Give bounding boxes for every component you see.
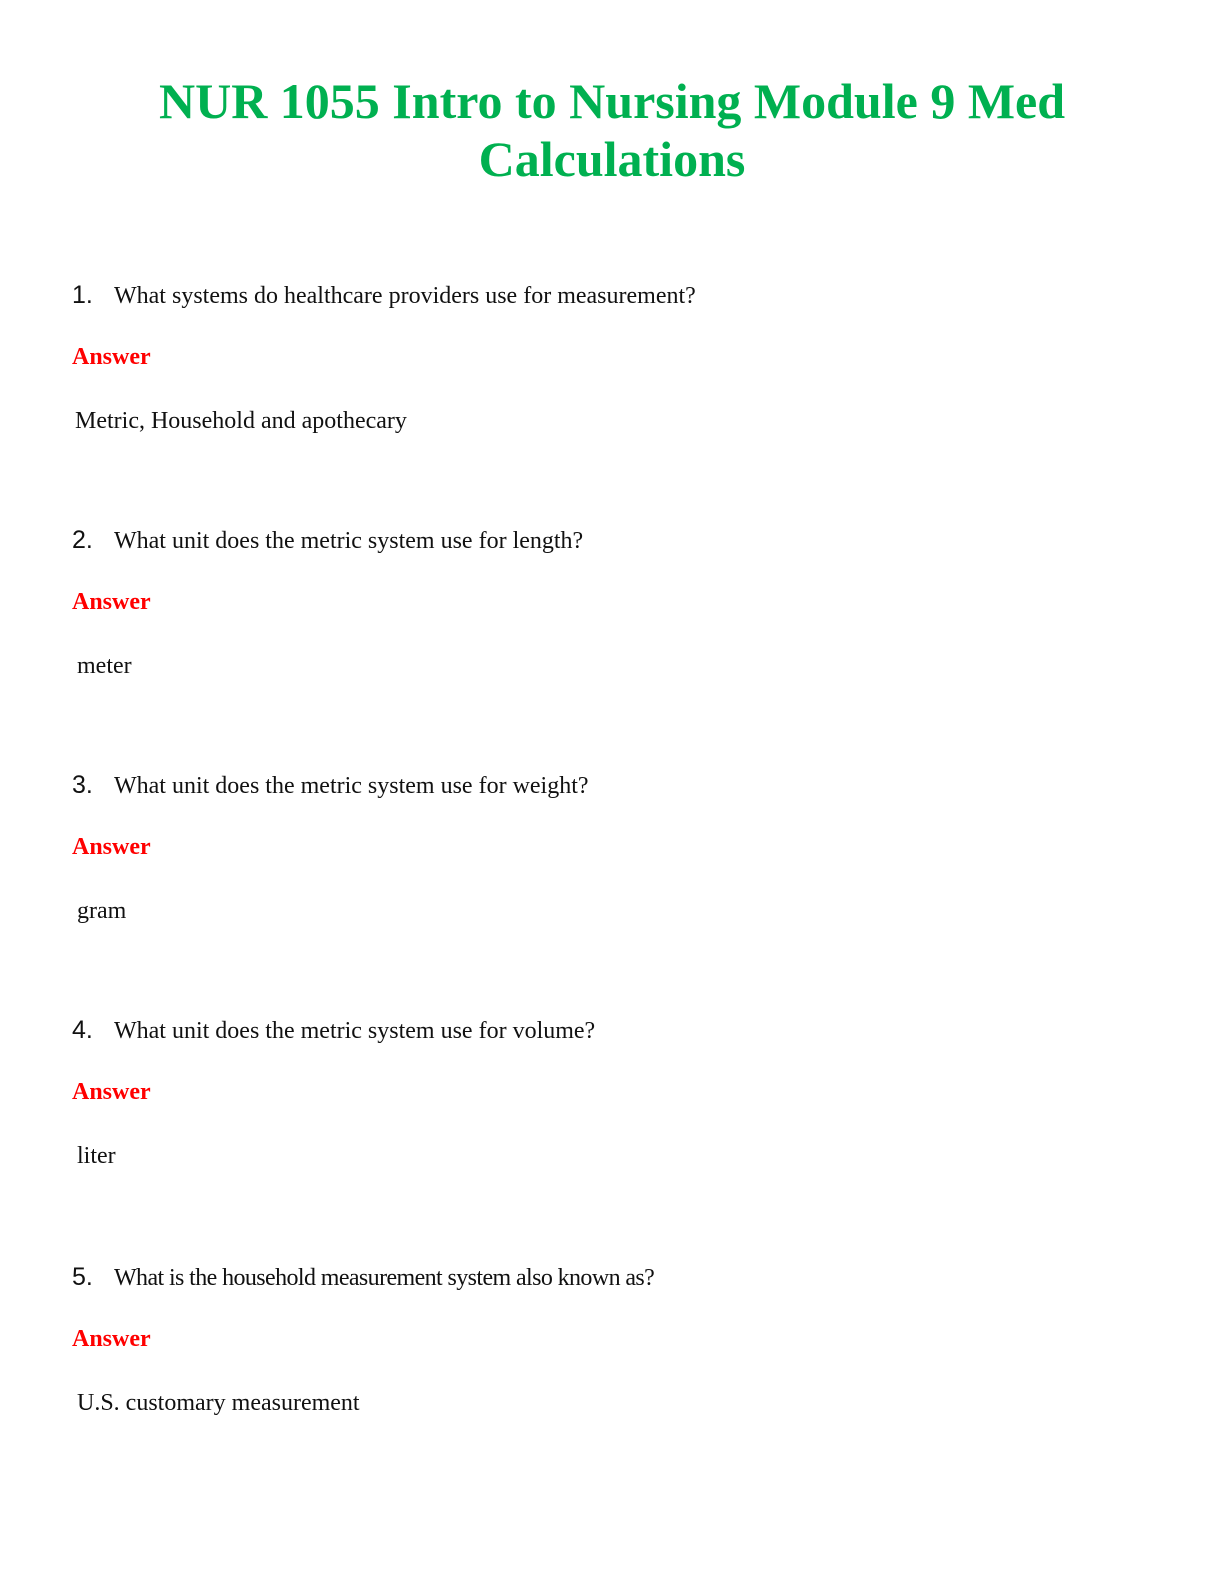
question-text: What unit does the metric system use for weight? bbox=[114, 773, 589, 799]
document-title bbox=[0, 72, 1224, 188]
answer-text: meter bbox=[77, 653, 132, 679]
question bbox=[72, 1015, 595, 1046]
qa-item-5 bbox=[0, 1262, 1224, 1502]
qa-item-3 bbox=[0, 770, 1224, 1010]
answer-label: Answer bbox=[72, 834, 151, 860]
answer-label: Answer bbox=[72, 1079, 151, 1105]
question-number: 2. bbox=[72, 526, 93, 554]
answer-text: Metric, Household and apothecary bbox=[75, 408, 407, 434]
answer-label: Answer bbox=[72, 589, 151, 615]
question-text: What unit does the metric system use for length? bbox=[114, 528, 584, 554]
question-number: 1. bbox=[72, 281, 93, 309]
title-line-1: NUR 1055 Intro to Nursing Module 9 Med bbox=[158, 73, 1066, 129]
question-number: 4. bbox=[72, 1016, 93, 1044]
question bbox=[72, 770, 589, 801]
question-number: 3. bbox=[72, 771, 93, 799]
answer-text: U.S. customary measurement bbox=[77, 1390, 360, 1416]
question-text: What is the household measurement system also known as? bbox=[114, 1265, 655, 1291]
answer-text: gram bbox=[77, 898, 127, 924]
question bbox=[72, 525, 583, 556]
question-text: What unit does the metric system use for volume? bbox=[114, 1018, 596, 1044]
question-number: 5. bbox=[72, 1263, 93, 1291]
title-line-2: Calculations bbox=[478, 131, 746, 187]
answer-text: liter bbox=[77, 1143, 116, 1169]
qa-item-2 bbox=[0, 525, 1224, 765]
answer-label: Answer bbox=[72, 1326, 151, 1352]
qa-item-4 bbox=[0, 1015, 1224, 1255]
answer-label: Answer bbox=[72, 344, 151, 370]
question-text: What systems do healthcare providers use for measurement? bbox=[114, 283, 696, 309]
qa-item-1 bbox=[0, 280, 1224, 520]
question bbox=[72, 280, 696, 311]
question bbox=[72, 1262, 654, 1293]
